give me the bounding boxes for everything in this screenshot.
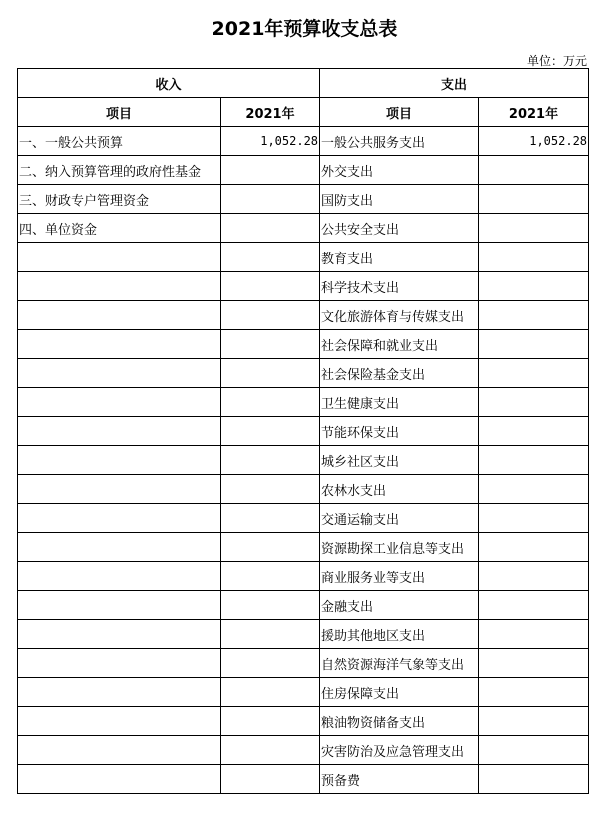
income-value-cell	[221, 707, 320, 736]
income-value-cell	[221, 446, 320, 475]
income-value-cell	[221, 736, 320, 765]
expense-value-cell	[479, 243, 589, 272]
table-row	[18, 214, 589, 243]
income-value-cell	[221, 156, 320, 185]
expense-item-cell: 外交支出	[320, 156, 479, 185]
expense-value-cell	[479, 185, 589, 214]
expense-value-cell	[479, 591, 589, 620]
expense-item-cell: 一般公共服务支出	[320, 127, 479, 156]
expense-value-cell	[479, 707, 589, 736]
expense-value-cell	[479, 272, 589, 301]
expense-value-cell	[479, 214, 589, 243]
table-row	[18, 504, 589, 533]
expense-item-cell: 社会保险基金支出	[320, 359, 479, 388]
expense-item-cell: 文化旅游体育与传媒支出	[320, 301, 479, 330]
column-header-row	[18, 98, 589, 127]
expense-section-header: 支出	[320, 69, 589, 98]
expense-value-cell	[479, 620, 589, 649]
table-row	[18, 475, 589, 504]
table-row	[18, 446, 589, 475]
table-row	[18, 533, 589, 562]
income-value-cell	[221, 678, 320, 707]
expense-item-cell: 交通运输支出	[320, 504, 479, 533]
expense-item-cell: 援助其他地区支出	[320, 620, 479, 649]
income-item-cell	[18, 533, 221, 562]
expense-item-cell: 住房保障支出	[320, 678, 479, 707]
income-value-cell	[221, 504, 320, 533]
expense-item-cell: 灾害防治及应急管理支出	[320, 736, 479, 765]
expense-item-cell: 商业服务业等支出	[320, 562, 479, 591]
income-value-cell	[221, 388, 320, 417]
income-value-cell	[221, 765, 320, 794]
income-item-cell	[18, 649, 221, 678]
income-value-cell	[221, 591, 320, 620]
income-item-cell: 一、一般公共预算	[18, 127, 221, 156]
table-row	[18, 649, 589, 678]
table-row	[18, 765, 589, 794]
budget-table	[17, 68, 589, 794]
income-value-cell	[221, 243, 320, 272]
expense-value-cell	[479, 417, 589, 446]
expense-value-cell	[479, 562, 589, 591]
income-item-cell	[18, 475, 221, 504]
expense-item-header: 项目	[320, 98, 479, 127]
table-row	[18, 243, 589, 272]
income-item-cell	[18, 243, 221, 272]
income-value-cell	[221, 301, 320, 330]
table-row	[18, 388, 589, 417]
table-row	[18, 562, 589, 591]
expense-value-cell	[479, 678, 589, 707]
expense-value-cell	[479, 301, 589, 330]
income-value-cell	[221, 533, 320, 562]
income-item-cell	[18, 562, 221, 591]
expense-item-cell: 预备费	[320, 765, 479, 794]
expense-value-cell: 1,052.28	[479, 127, 589, 156]
income-item-cell	[18, 330, 221, 359]
income-year-header: 2021年	[221, 98, 320, 127]
table-row	[18, 156, 589, 185]
income-item-cell: 三、财政专户管理资金	[18, 185, 221, 214]
income-value-cell	[221, 475, 320, 504]
income-item-cell: 二、纳入预算管理的政府性基金	[18, 156, 221, 185]
expense-item-cell: 农林水支出	[320, 475, 479, 504]
expense-item-cell: 自然资源海洋气象等支出	[320, 649, 479, 678]
income-item-cell	[18, 620, 221, 649]
expense-value-cell	[479, 388, 589, 417]
expense-item-cell: 资源勘探工业信息等支出	[320, 533, 479, 562]
table-row	[18, 272, 589, 301]
income-item-cell	[18, 388, 221, 417]
expense-item-cell: 社会保障和就业支出	[320, 330, 479, 359]
income-value-cell	[221, 272, 320, 301]
table-row	[18, 736, 589, 765]
expense-item-cell: 教育支出	[320, 243, 479, 272]
table-row	[18, 678, 589, 707]
expense-item-cell: 卫生健康支出	[320, 388, 479, 417]
income-value-cell	[221, 562, 320, 591]
income-value-cell	[221, 620, 320, 649]
income-item-cell	[18, 359, 221, 388]
income-value-cell	[221, 649, 320, 678]
expense-value-cell	[479, 736, 589, 765]
table-row	[18, 591, 589, 620]
expense-item-cell: 公共安全支出	[320, 214, 479, 243]
section-header-row	[18, 69, 589, 98]
expense-year-header: 2021年	[479, 98, 589, 127]
table-row	[18, 620, 589, 649]
expense-item-cell: 粮油物资储备支出	[320, 707, 479, 736]
income-item-cell	[18, 707, 221, 736]
expense-value-cell	[479, 330, 589, 359]
income-item-cell	[18, 591, 221, 620]
page-title: 2021年预算收支总表	[211, 18, 398, 40]
income-item-cell	[18, 417, 221, 446]
table-row	[18, 127, 589, 156]
income-item-cell	[18, 301, 221, 330]
expense-value-cell	[479, 533, 589, 562]
income-value-cell	[221, 214, 320, 243]
income-item-cell	[18, 504, 221, 533]
expense-value-cell	[479, 649, 589, 678]
table-body	[18, 127, 589, 794]
income-item-cell	[18, 272, 221, 301]
table-row	[18, 330, 589, 359]
expense-value-cell	[479, 504, 589, 533]
expense-item-cell: 国防支出	[320, 185, 479, 214]
income-section-header: 收入	[18, 69, 320, 98]
income-item-cell	[18, 736, 221, 765]
expense-item-cell: 节能环保支出	[320, 417, 479, 446]
income-item-cell	[18, 765, 221, 794]
expense-value-cell	[479, 475, 589, 504]
expense-item-cell: 金融支出	[320, 591, 479, 620]
income-item-cell: 四、单位资金	[18, 214, 221, 243]
table-row	[18, 417, 589, 446]
table-row	[18, 707, 589, 736]
unit-label: 单位：万元	[526, 54, 587, 68]
income-value-cell	[221, 417, 320, 446]
income-value-cell	[221, 359, 320, 388]
expense-value-cell	[479, 359, 589, 388]
income-value-cell	[221, 185, 320, 214]
expense-value-cell	[479, 446, 589, 475]
table-row	[18, 359, 589, 388]
income-item-cell	[18, 446, 221, 475]
income-item-header: 项目	[18, 98, 221, 127]
expense-item-cell: 城乡社区支出	[320, 446, 479, 475]
income-value-cell	[221, 330, 320, 359]
expense-item-cell: 科学技术支出	[320, 272, 479, 301]
table-row	[18, 185, 589, 214]
income-item-cell	[18, 678, 221, 707]
income-value-cell: 1,052.28	[221, 127, 320, 156]
expense-value-cell	[479, 156, 589, 185]
table-row	[18, 301, 589, 330]
expense-value-cell	[479, 765, 589, 794]
